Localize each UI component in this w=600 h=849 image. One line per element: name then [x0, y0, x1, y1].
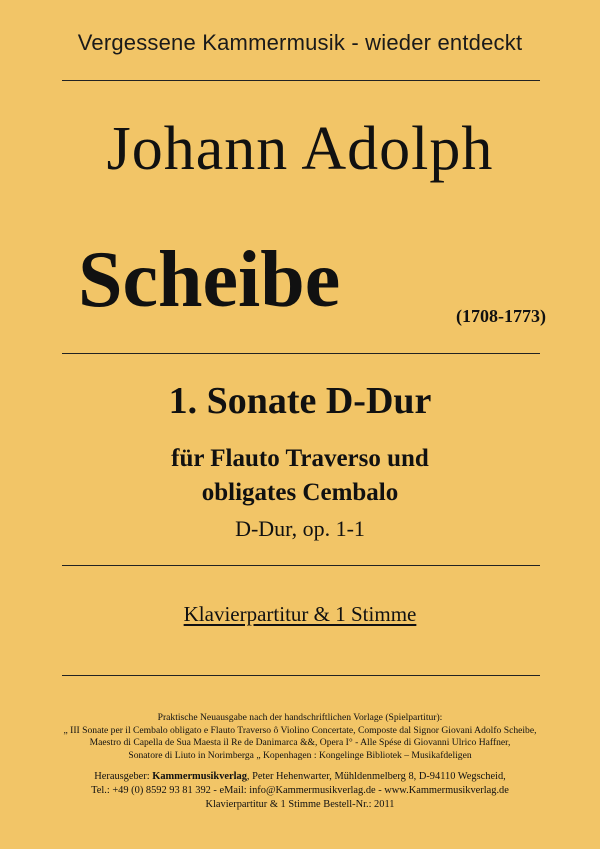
source-note-line: Sonatore di Liuto in Norimberga „ Kopenhagen : Kongelinge Bibliotek – Musikafdeligen — [128, 749, 472, 761]
series-title: Vergessene Kammermusik - wieder entdeckt — [77, 30, 523, 55]
composer-last-name: Scheibe — [78, 236, 341, 324]
edition-type-label: Klavierpartitur & 1 Stimme — [183, 602, 417, 626]
divider-rule — [62, 353, 540, 354]
source-note-line: „ III Sonate per il Cembalo obligato e Flauto Traverso ô Violino Concertate, Composte dal Signor Giovani Adolfo Scheibe, — [63, 724, 537, 736]
publisher-info — [20, 770, 580, 812]
composer-first-name: Johann Adolph — [106, 115, 494, 183]
publisher-name: Kammermusikverlag — [152, 771, 247, 782]
publisher-address: , Peter Hehenwarter, Mühldenmelberg 8, D-94110 Wegscheid, — [246, 771, 506, 782]
divider-rule — [62, 565, 540, 566]
composer-dates: (1708-1773) — [456, 306, 546, 326]
work-key-opus: D-Dur, op. 1-1 — [235, 516, 365, 541]
publisher-prefix: Herausgeber: — [94, 771, 153, 782]
source-note — [30, 712, 570, 762]
work-title: 1. Sonate D-Dur — [168, 380, 432, 422]
source-note-line: Praktische Neuausgabe nach der handschriftlichen Vorlage (Spielpartitur): — [157, 712, 443, 723]
edition-type — [0, 604, 600, 625]
publisher-order-number: Klavierpartitur & 1 Stimme Bestell-Nr.: 2011 — [205, 799, 395, 810]
divider-rule — [62, 675, 540, 676]
publisher-line — [20, 770, 580, 784]
work-subtitle-line2: obligates Cembalo — [201, 479, 399, 506]
source-note-line: Maestro di Capella de Sua Maesta il Re de Danimarca &&, Opera I° - Alle Spése di Giovanni Ulrico Haffner, — [89, 737, 511, 748]
publisher-contact: Tel.: +49 (0) 8592 93 81 392 - eMail: info@Kammermusikverlag.de - www.Kammermusikverlag.de — [91, 785, 509, 796]
work-subtitle-line1: für Flauto Traverso und — [171, 445, 429, 472]
divider-rule — [62, 80, 540, 81]
